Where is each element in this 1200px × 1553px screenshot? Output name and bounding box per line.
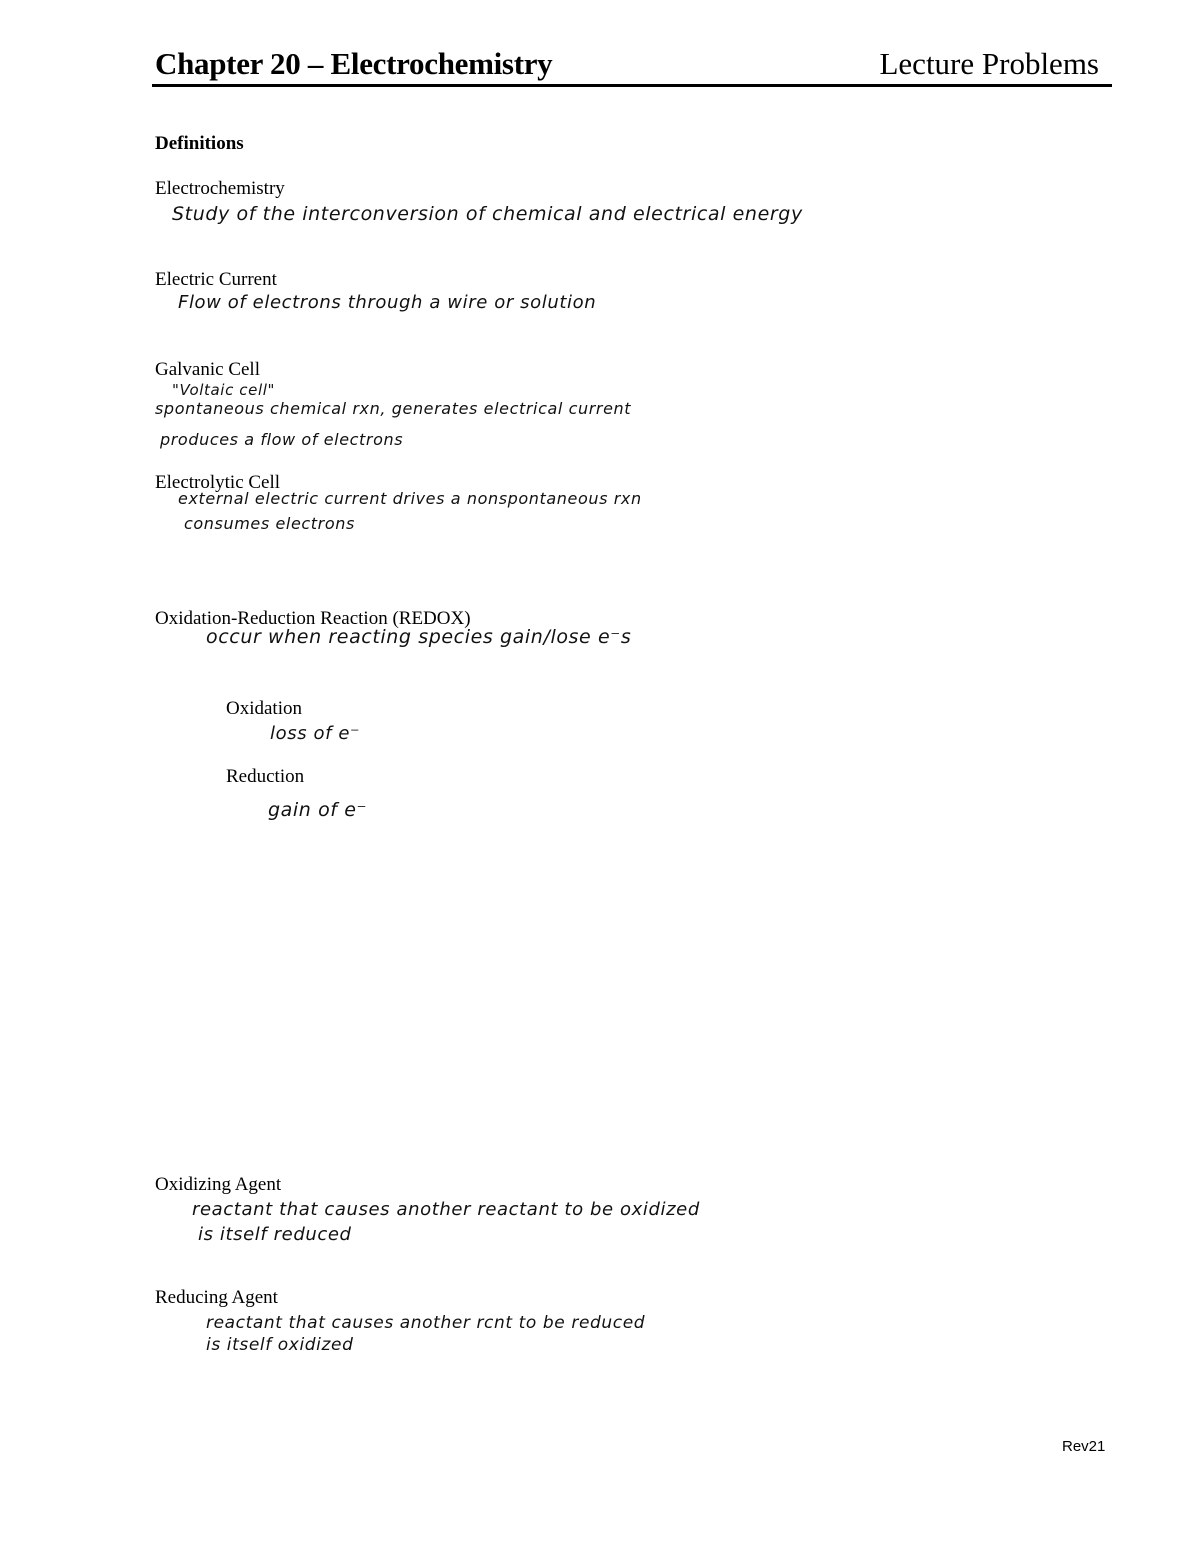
term-electric-current: Electric Current: [155, 269, 277, 290]
note-reducing-agent-2: is itself oxidized: [206, 1335, 354, 1355]
term-oxidation: Oxidation: [226, 698, 302, 719]
term-reduction: Reduction: [226, 766, 305, 787]
note-oxidizing-agent-1: reactant that causes another reactant to be oxidized: [192, 1199, 700, 1220]
note-galvanic-cell-3: produces a flow of electrons: [160, 430, 404, 449]
term-redox: Oxidation-Reduction Reaction (REDOX): [155, 608, 471, 629]
section-heading: Definitions: [155, 133, 244, 154]
note-oxidizing-agent-2: is itself reduced: [198, 1224, 352, 1245]
note-electrochemistry-1: Study of the interconversion of chemical and electrical energy: [172, 203, 803, 225]
header-divider: [152, 84, 1112, 87]
note-electric-current-1: Flow of electrons through a wire or solution: [178, 292, 597, 313]
note-redox-1: occur when reacting species gain/lose e⁻s: [206, 626, 632, 648]
revision-label: Rev21: [1062, 1438, 1106, 1455]
note-reduction-1: gain of e⁻: [268, 799, 368, 821]
page-title: Chapter 20 – Electrochemistry: [155, 46, 553, 81]
term-galvanic-cell: Galvanic Cell: [155, 359, 260, 380]
term-electrochemistry: Electrochemistry: [155, 178, 285, 199]
term-reducing-agent: Reducing Agent: [155, 1287, 278, 1308]
note-galvanic-cell-1: "Voltaic cell": [172, 381, 275, 399]
note-electrolytic-cell-2: consumes electrons: [184, 514, 355, 533]
note-oxidation-1: loss of e⁻: [270, 723, 361, 744]
term-electrolytic-cell: Electrolytic Cell: [155, 472, 281, 493]
note-galvanic-cell-2: spontaneous chemical rxn, generates electrical current: [155, 399, 632, 418]
note-electrolytic-cell-1: external electric current drives a nonspontaneous rxn: [178, 489, 642, 508]
page-subtitle: Lecture Problems: [879, 46, 1099, 81]
term-oxidizing-agent: Oxidizing Agent: [155, 1174, 282, 1195]
note-reducing-agent-1: reactant that causes another rcnt to be reduced: [206, 1313, 646, 1333]
